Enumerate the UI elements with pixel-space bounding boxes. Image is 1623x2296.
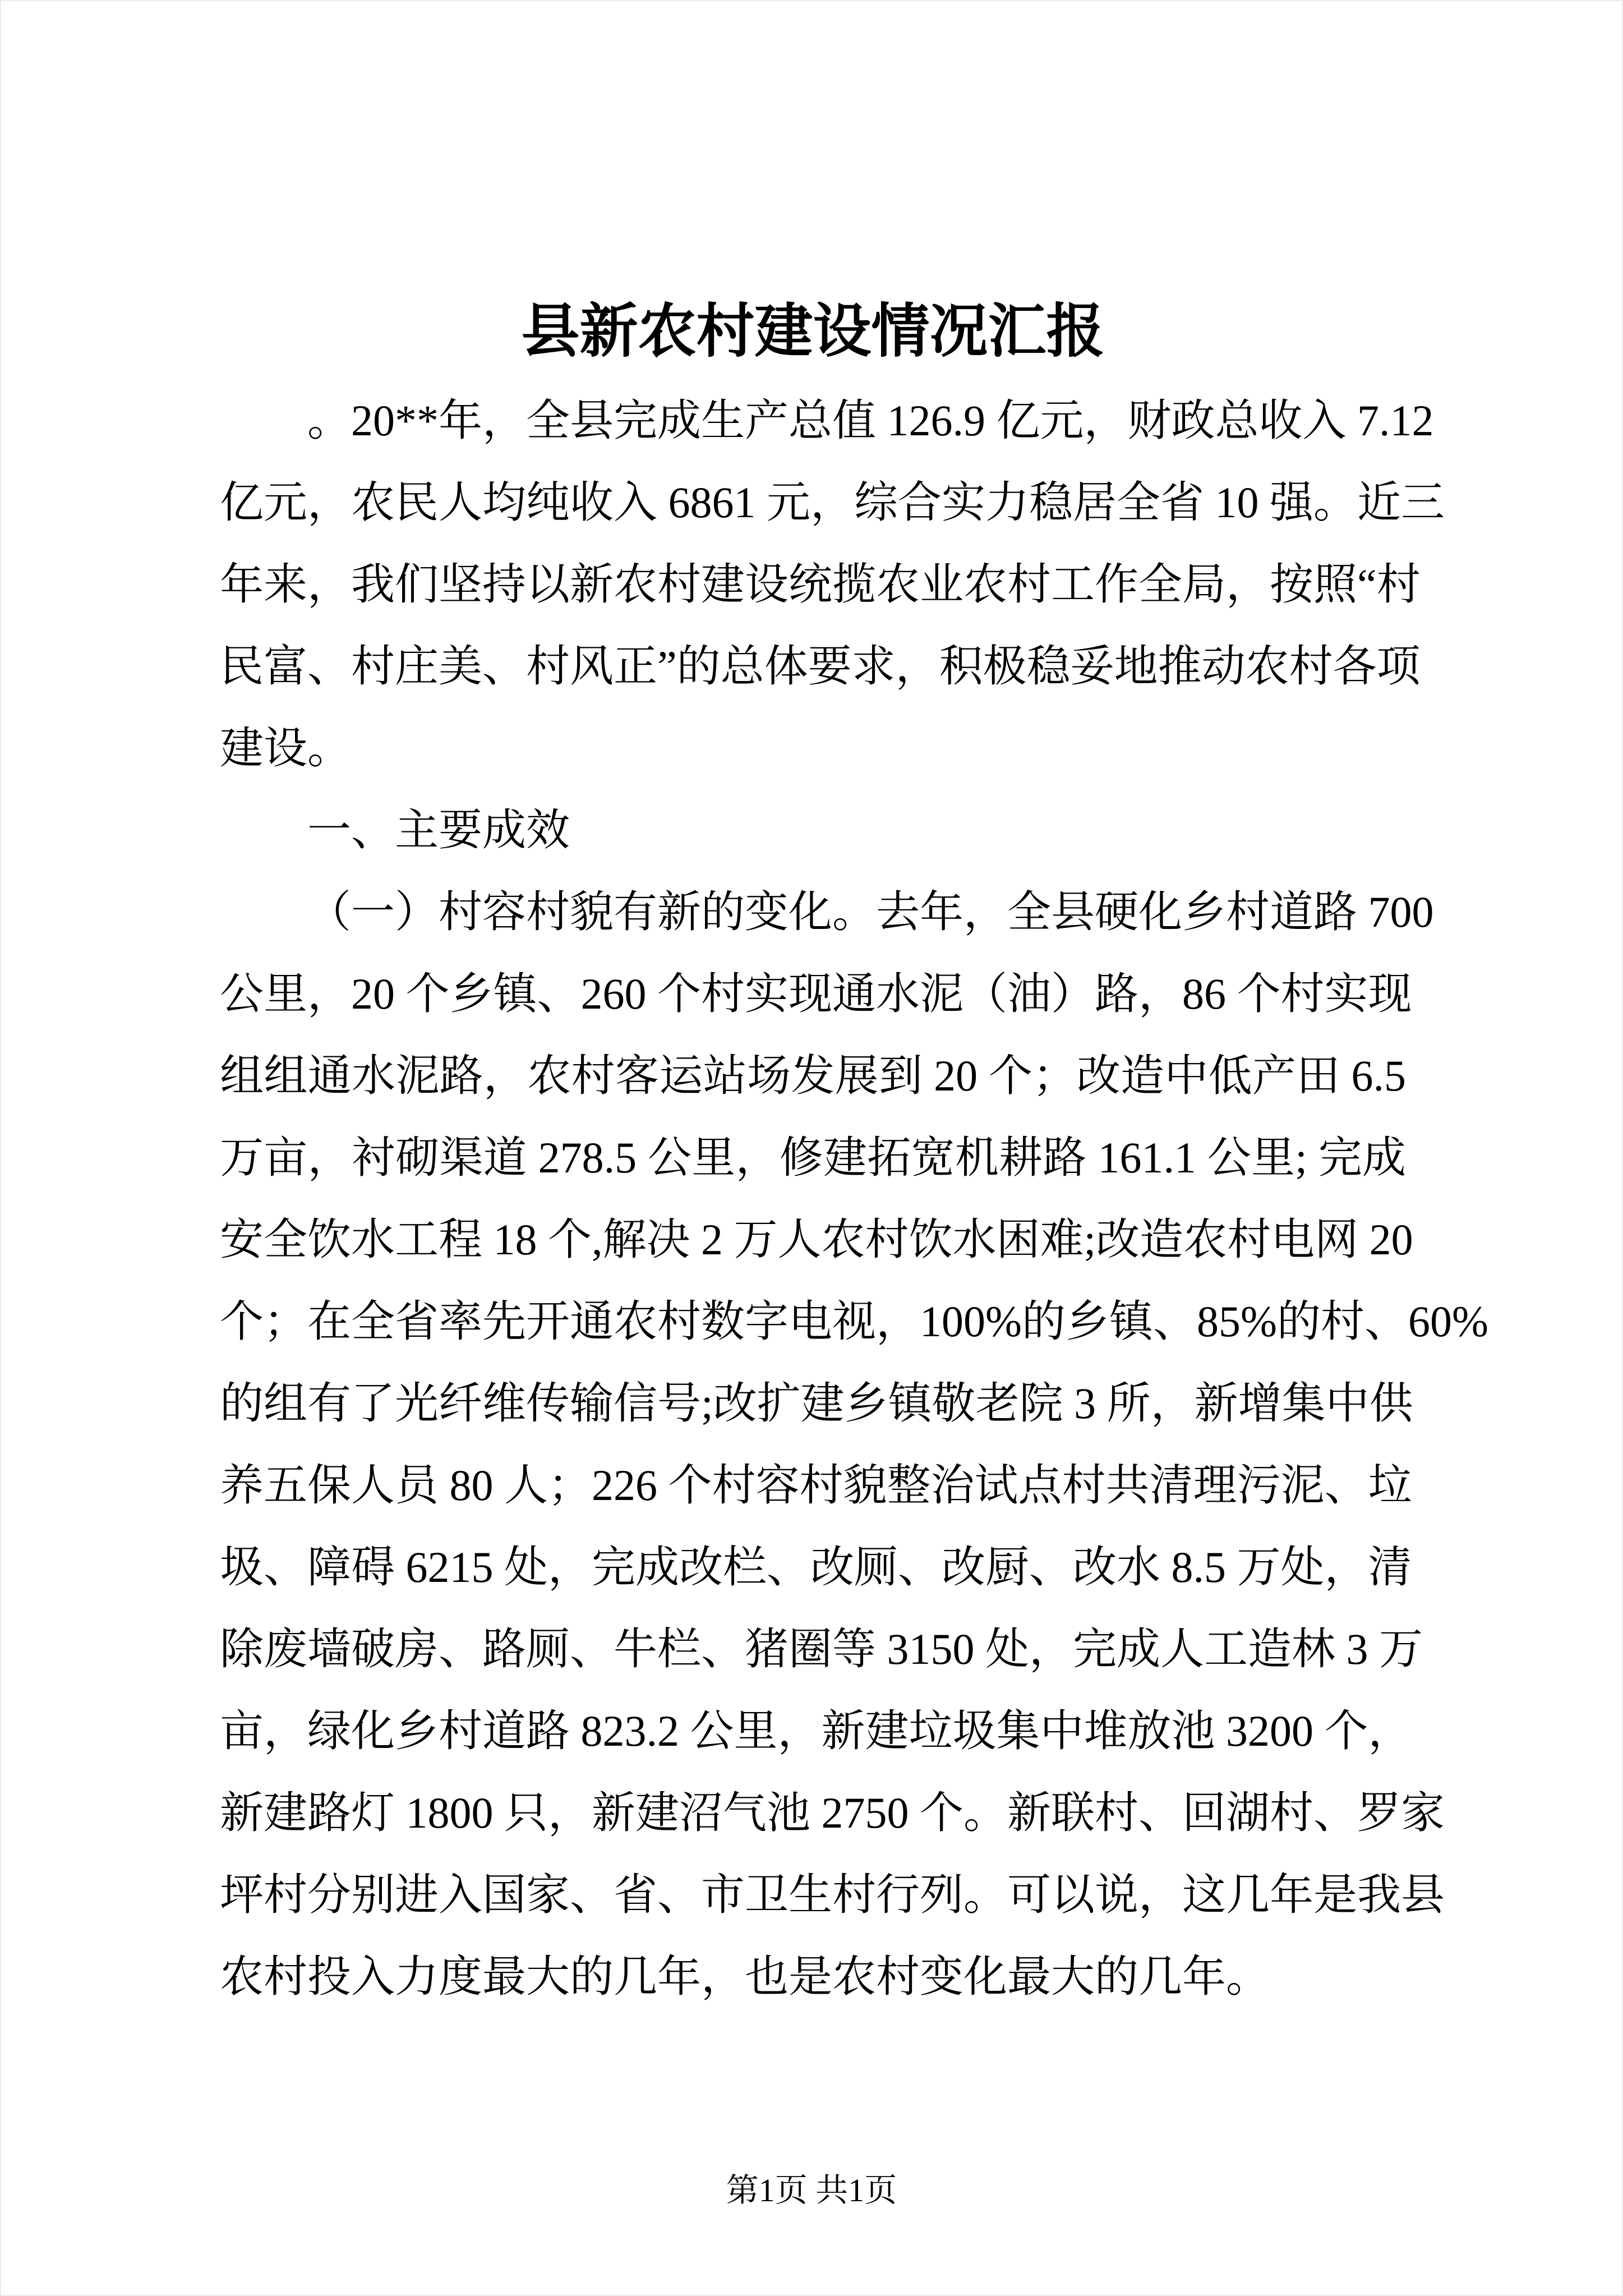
document-title: 县新农村建设情况汇报: [521, 300, 1105, 364]
text-line: （一）村容村貌有新的变化。去年，全县硬化乡村道路 700: [307, 887, 1434, 936]
paragraph-heading-main-results: [220, 789, 1406, 871]
text-line: 一、主要成效: [307, 806, 570, 854]
text-line: 民富、村庄美、村风正”的总体要求，积极稳妥地推动农村各项: [220, 642, 1421, 691]
text-line: 圾、障碍 6215 处，完成改栏、改厕、改厨、改水 8.5 万处，清: [220, 1543, 1412, 1591]
text-line: 建设。: [220, 724, 352, 772]
text-line: 除废墙破房、路厕、牛栏、猪圈等 3150 处，完成人工造林 3 万: [220, 1625, 1423, 1673]
text-line: 安全饮水工程 18 个,解决 2 万人农村饮水困难;改造农村电网 20: [220, 1215, 1413, 1264]
page-footer: 第1页 共1页: [726, 2172, 897, 2208]
text-line: 新建路灯 1800 只，新建沼气池 2750 个。新联村、回湖村、罗家: [220, 1788, 1445, 1837]
text-line: 。20**年，全县完成生产总值 126.9 亿元，财政总收入 7.12: [307, 396, 1434, 445]
paragraph-section-village-appearance: [220, 871, 1488, 2018]
document-body: [220, 380, 1488, 2018]
text-line: 的组有了光纤维传输信号;改扩建乡镇敬老院 3 所，新增集中供: [220, 1379, 1413, 1428]
text-line: 年来，我们坚持以新农村建设统揽农业农村工作全局，按照“村: [220, 560, 1421, 609]
text-line: 个；在全省率先开通农村数字电视，100%的乡镇、85%的村、60%: [220, 1297, 1488, 1346]
text-line: 亿元，农民人均纯收入 6861 元，综合实力稳居全省 10 强。近三: [220, 478, 1445, 527]
text-line: 农村投入力度最大的几年，也是农村变化最大的几年。: [220, 1952, 1270, 2001]
text-line: 公里，20 个乡镇、260 个村实现通水泥（油）路，86 个村实现: [220, 969, 1412, 1018]
text-line: 万亩，衬砌渠道 278.5 公里，修建拓宽机耕路 161.1 公里; 完成: [220, 1133, 1406, 1182]
text-line: 组组通水泥路，农村客运站场发展到 20 个；改造中低产田 6.5: [220, 1051, 1406, 1100]
paragraph-intro: [220, 380, 1445, 789]
text-line: 坪村分别进入国家、省、市卫生村行列。可以说，这几年是我县: [220, 1870, 1445, 1919]
text-line: 养五保人员 80 人；226 个村容村貌整治试点村共清理污泥、垃: [220, 1461, 1412, 1510]
text-line: 亩，绿化乡村道路 823.2 公里，新建垃圾集中堆放池 3200 个，: [220, 1706, 1412, 1755]
